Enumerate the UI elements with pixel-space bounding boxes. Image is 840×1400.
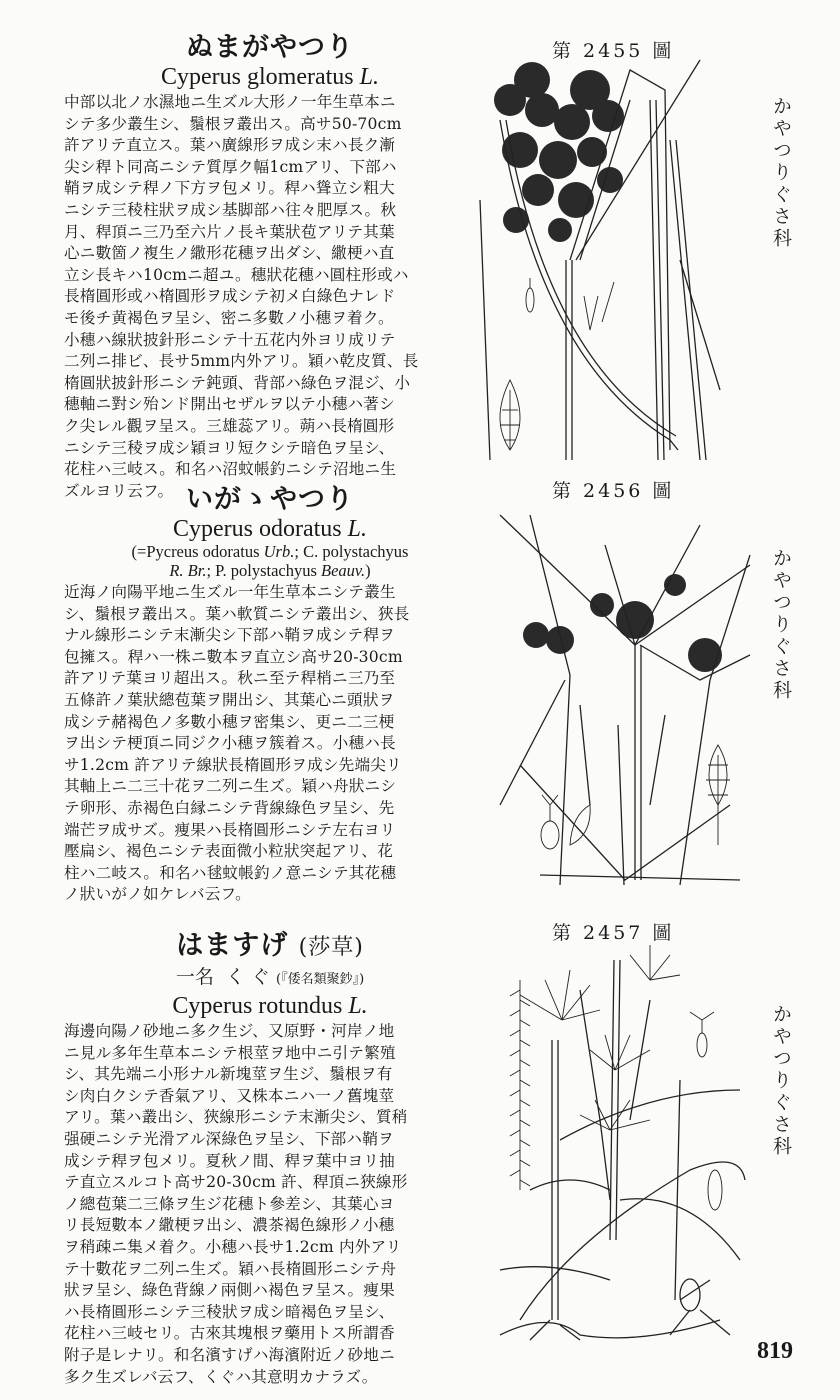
spikelet-chain: [510, 980, 530, 1190]
description-line: ノ狀いがノ如ケレバ云フ。: [64, 885, 251, 904]
plant-illustration-odoratus: [500, 505, 760, 895]
description-line: 海邊向陽ノ砂地ニ多ク生ジ、又原野・河岸ノ地: [64, 1022, 395, 1040]
description-line: テ十數花ヲ二列ニ生ズ。穎ハ長楕圓形ニシテ舟: [64, 1259, 397, 1278]
description-line: 五條許ノ葉狀總苞葉ヲ開出シ、其葉心ニ頭狀ヲ: [64, 690, 395, 709]
figure-label-2457: 第 2457 圖: [552, 922, 675, 944]
alternate-name-prefix: 一名: [175, 966, 214, 988]
description-line: 長楕圓形或ハ楕圓形ヲ成シテ初メ白綠色ナレド: [64, 287, 396, 306]
description-line: 許アリテ直立ス。葉ハ廣線形ヲ成シ末ハ長ク漸: [64, 136, 396, 155]
description-line: 近海ノ向陽平地ニ生ズル一年生草本ニシテ叢生: [64, 583, 396, 601]
description-line: 端芒ヲ成サズ。痩果ハ長楕圓形ニシテ左右ヨリ: [64, 820, 396, 839]
entry-cyperus-glomeratus: [64, 32, 476, 502]
description-line: ヲ出シテ梗頂ニ同ジク小穗ヲ簇着ス。小穗ハ長: [64, 734, 396, 753]
description-line: シ、鬚根ヲ叢出ス。葉ハ軟質ニシテ叢出シ、狹長: [64, 604, 410, 623]
description-line: 附子是レナリ。和名濱すげハ海濱附近ノ砂地ニ: [64, 1345, 395, 1364]
description-line: テ直立スルコト高サ20-30cm 許、稈頂ニ狹線形: [64, 1173, 408, 1192]
synonym-author: Urb.: [263, 542, 295, 561]
figure-label-2456: 第 2456 圖: [552, 480, 675, 502]
description-line: ナル線形ニシテ末漸尖シ下部ハ鞘ヲ成シテ稈ヲ: [64, 626, 395, 645]
description-line: 包擁ス。稈ハ一株ニ數本ヲ直立シ高サ20-30cm: [64, 647, 403, 666]
description-line: 月、稈頂ニ三乃至六片ノ長キ葉狀苞アリテ其葉: [64, 222, 395, 241]
family-label: かやつりぐさ科: [770, 548, 792, 702]
description-line: 穗軸ニ對シ殆ンド開出セザルヲ以テ小穗ハ著シ: [64, 395, 395, 414]
japanese-name: いがゝやつり: [186, 484, 354, 515]
description-line: 小穗ハ線狀披針形ニシテ十五花内外ヨリ成リテ: [64, 330, 396, 349]
description-line: 柱ハ二岐ス。和名ハ毬蚊帳釣ノ意ニシテ其花穗: [64, 863, 397, 882]
description-line: ズルヨリ云フ。: [64, 481, 174, 500]
species-name: Cyperus glomeratus: [161, 64, 354, 90]
description-line: 花柱ハ三岐ス。和名ハ沼蚊帳釣ニシテ沼地ニ生: [64, 460, 397, 479]
description-line: ヲ稍疎ニ集メ着ク。小穗ハ長サ1.2cm 内外アリ: [64, 1237, 402, 1256]
author-abbrev: L.: [359, 64, 379, 90]
stems-and-leaves: [500, 960, 745, 1320]
description-line: 成シテ稈ヲ包メリ。夏秋ノ間、稈ヲ葉中ヨリ抽: [64, 1151, 395, 1170]
scientific-name: [64, 64, 476, 90]
description-line: 二列ニ排ビ、長サ5mm内外アリ。穎ハ乾皮質、長: [64, 352, 419, 371]
description-line: 心ニ數箇ノ複生ノ繖形花穗ヲ出ダシ、繖梗ハ直: [64, 244, 395, 263]
description-line: テ卵形、赤褐色白縁ニシテ背線綠色ヲ呈シ、先: [64, 798, 395, 817]
species-name: Cyperus rotundus: [172, 993, 343, 1019]
alternate-name-source: (『倭名類聚鈔』): [276, 972, 365, 987]
stems-and-leaves: [500, 515, 750, 885]
synonym-author: R. Br.: [169, 561, 207, 580]
description-line: ニシテ三稜ヲ成シ穎ヨリ短クシテ暗色ヲ呈シ、: [64, 438, 395, 457]
description-line: ノ總苞葉二三條ヲ生ジ花穗ト參差シ、其葉心ヨ: [64, 1194, 395, 1213]
roots-and-tubers: [500, 1279, 730, 1340]
plant-illustration-glomeratus: [480, 60, 760, 460]
description-line: リ長短數本ノ繖梗ヲ出シ、濃茶褐色線形ノ小穗: [64, 1216, 395, 1235]
description-line: 許アリテ葉ヨリ超出ス。秋ニ至テ稈梢ニ三乃至: [64, 669, 396, 688]
scientific-name: [64, 516, 476, 542]
synonym-text: ; P. polystachyus: [206, 561, 322, 580]
scientific-name: [64, 993, 476, 1019]
description: [64, 92, 476, 502]
synonyms: [64, 542, 476, 580]
description-line: 成シテ赭褐色ノ多數小穗ヲ密集シ、更ニ二三梗: [64, 712, 395, 731]
japanese-name: ぬまがやつり: [186, 32, 354, 63]
synonym-author: Beauv.: [321, 561, 366, 580]
japanese-name: [64, 930, 476, 964]
alternate-name-value: く ぐ: [225, 966, 270, 988]
figure-label-2455: 第 2455 圖: [552, 40, 675, 62]
species-name: Cyperus odoratus: [172, 516, 342, 542]
description-line: ク尖レル觀ヲ呈ス。三雄蕊アリ。蒴ハ長楕圓形: [64, 416, 395, 435]
description-line: 立シ長キハ10cmニ超ユ。穗狀花穗ハ圓柱形或ハ: [64, 265, 409, 284]
description-line: ニシテ三稜柱狀ヲ成シ基脚部ハ往々肥厚ス。秋: [64, 200, 397, 219]
description-line: 花柱ハ三岐セリ。古來其塊根ヲ藥用トス所謂香: [64, 1324, 395, 1343]
seed-details: [541, 795, 590, 849]
description: [64, 1021, 476, 1388]
description-line: ハ長楕圓形ニシテ三稜狀ヲ成シ暗褐色ヲ呈シ、: [64, 1302, 395, 1321]
description-line: 狀ヲ呈シ、綠色背線ノ兩側ハ褐色ヲ呈ス。痩果: [64, 1281, 395, 1300]
synonym-text: ): [365, 561, 371, 580]
family-label: かやつりぐさ科: [770, 96, 792, 250]
japanese-kana-name: はますげ: [176, 930, 289, 961]
spikelet-detail: [500, 380, 520, 450]
description-line: ニ見ル多年生草本ニシテ根莖ヲ地中ニ引テ繁殖: [64, 1043, 396, 1062]
description-line: 鞘ヲ成シテ稈ノ下方ヲ包メリ。稈ハ聳立シ粗大: [64, 179, 395, 198]
umbel-rays: [520, 945, 680, 1130]
author-abbrev: L.: [348, 993, 368, 1019]
page-number: 819: [757, 1338, 793, 1364]
description-line: アリ。葉ハ叢出シ、狹線形ニシテ末漸尖シ、質稍: [64, 1108, 408, 1127]
alternate-name: [64, 964, 476, 993]
synonym-text: (=Pycreus odoratus: [131, 542, 264, 561]
description-line: 壓扁シ、褐色ニシテ表面微小粒狀突起アリ、花: [64, 842, 394, 861]
description-line: 楕圓狀披針形ニシテ鈍頭、背部ハ綠色ヲ混ジ、小: [64, 373, 411, 392]
floret-details: [690, 1012, 722, 1210]
entry-cyperus-odoratus: [64, 484, 476, 906]
spikelet-detail: [706, 745, 730, 845]
kanji-name: (莎草): [298, 935, 364, 960]
description-line: 强硬ニシテ光滑アル深綠色ヲ呈シ、下部ハ鞘ヲ: [64, 1129, 394, 1148]
author-abbrev: L.: [347, 516, 367, 542]
synonym-text: ; C. polystachyus: [294, 542, 409, 561]
description-line: 其軸上ニ二三十花ヲ二列ニ生ズ。穎ハ舟狀ニシ: [64, 777, 397, 796]
plant-illustration-rotundus: [490, 940, 760, 1340]
description-line: シ、其先端ニ小形ナル新塊莖ヲ生ジ、鬚根ヲ有: [64, 1065, 393, 1084]
family-label: かやつりぐさ科: [770, 1004, 792, 1158]
description-line: シテ多少叢生シ、鬚根ヲ叢出ス。高サ50-70cm: [64, 114, 402, 133]
description-line: 尖シ稈ト同高ニシテ質厚ク幅1cmアリ、下部ハ: [64, 157, 397, 176]
description-line: モ後チ黄褐色ヲ呈シ、密ニ多數ノ小穗ヲ着ク。: [64, 308, 394, 327]
description-line: 多ク生ズレバ云フ、くぐハ其意明カナラズ。: [64, 1367, 378, 1386]
description-line: サ1.2cm 許アリテ線狀長楕圓形ヲ成シ先端尖リ: [64, 755, 402, 774]
spike-clusters: [523, 574, 722, 672]
description: [64, 582, 476, 906]
entry-cyperus-rotundus: [64, 930, 476, 1388]
description-line: 中部以北ノ水濕地ニ生ズル大形ノ一年生草本ニ: [64, 93, 396, 111]
description-line: シ肉白クシテ香氣アリ、又株本ニハ一ノ舊塊莖: [64, 1086, 395, 1105]
